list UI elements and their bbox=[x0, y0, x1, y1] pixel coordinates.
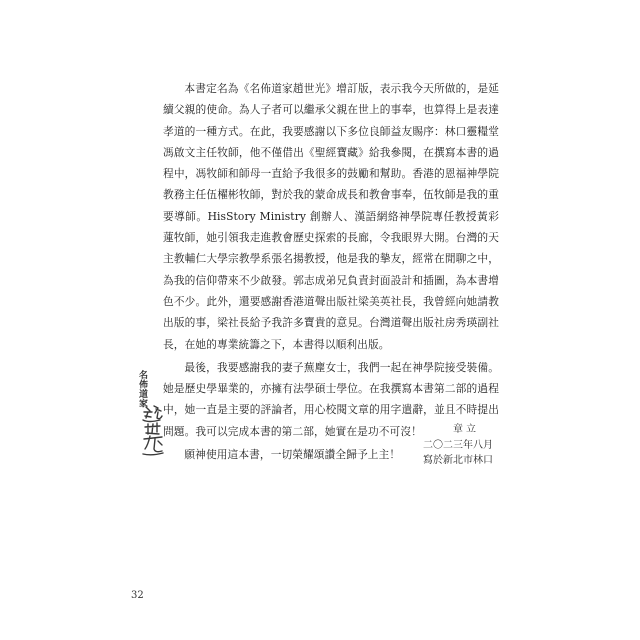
preface-body bbox=[163, 78, 499, 467]
signature-date: 二〇二三年八月 bbox=[423, 440, 493, 451]
running-title: 名佈道家 bbox=[137, 370, 147, 408]
page-number: 32 bbox=[131, 590, 144, 601]
author-name: 章立 bbox=[453, 424, 479, 435]
author-signature bbox=[363, 422, 493, 468]
paragraph-acknowledgements: 本書定名為《名佈道家趙世光》增訂版，表示我今天所做的，是延續父親的使命。為人子者可以繼承父親在世上的事奉，也算得上是表達孝道的一種方式。在此，我要感謝以下多位良師益友賜序：林口靈糧堂馮啟文主任牧師，他不僅借出《聖經寶藏》給我參閱，在撰寫本書的過程中，馮牧師和師母一直給予我很多的鼓勵和幫助。香港的恩福神學院教務主任伍櫂彬牧師，對於我的蒙命成長和教會事奉，伍牧師是我的重要導師。HisStory Ministry 創辦人、漢語網絡神學院專任教授黃彩蓮牧師，她引領我走進教會歷史探索的長廊，令我眼界大開。台灣的天主教輔仁大學宗教學系張名揚教授，他是我的摯友，經常在閒聊之中，為我的信仰帶來不少啟發。郭志成弟兄負責封面設計和插圖，為本書增色不少。此外，還要感謝香港道聲出版社梁美英社長，我曾經向她請教出版的事，梁社長給予我許多寶貴的意見。台灣道聲出版社房秀瑛副社長，在她的專業統籌之下，本書得以順利出版。 bbox=[163, 82, 499, 351]
signature-place: 寫於新北市林口 bbox=[423, 455, 493, 466]
paragraph-dedication: 願神使用這本書，一切榮耀頌讚全歸予上主！ bbox=[184, 448, 401, 462]
paragraph-wife-thanks: 最後，我要感謝我的妻子蕪塵女士，我們一起在神學院接受裝備。她是歷史學畢業的，亦擁有法學碩士學位。在我撰寫本書第二部的過程中，她一直是主要的評論者，用心校閱文章的用字遣辭，並且不時提出問題。我可以完成本書的第二部，她實在是功不可沒！ bbox=[163, 360, 499, 438]
calligraphy-emblem bbox=[140, 403, 166, 459]
